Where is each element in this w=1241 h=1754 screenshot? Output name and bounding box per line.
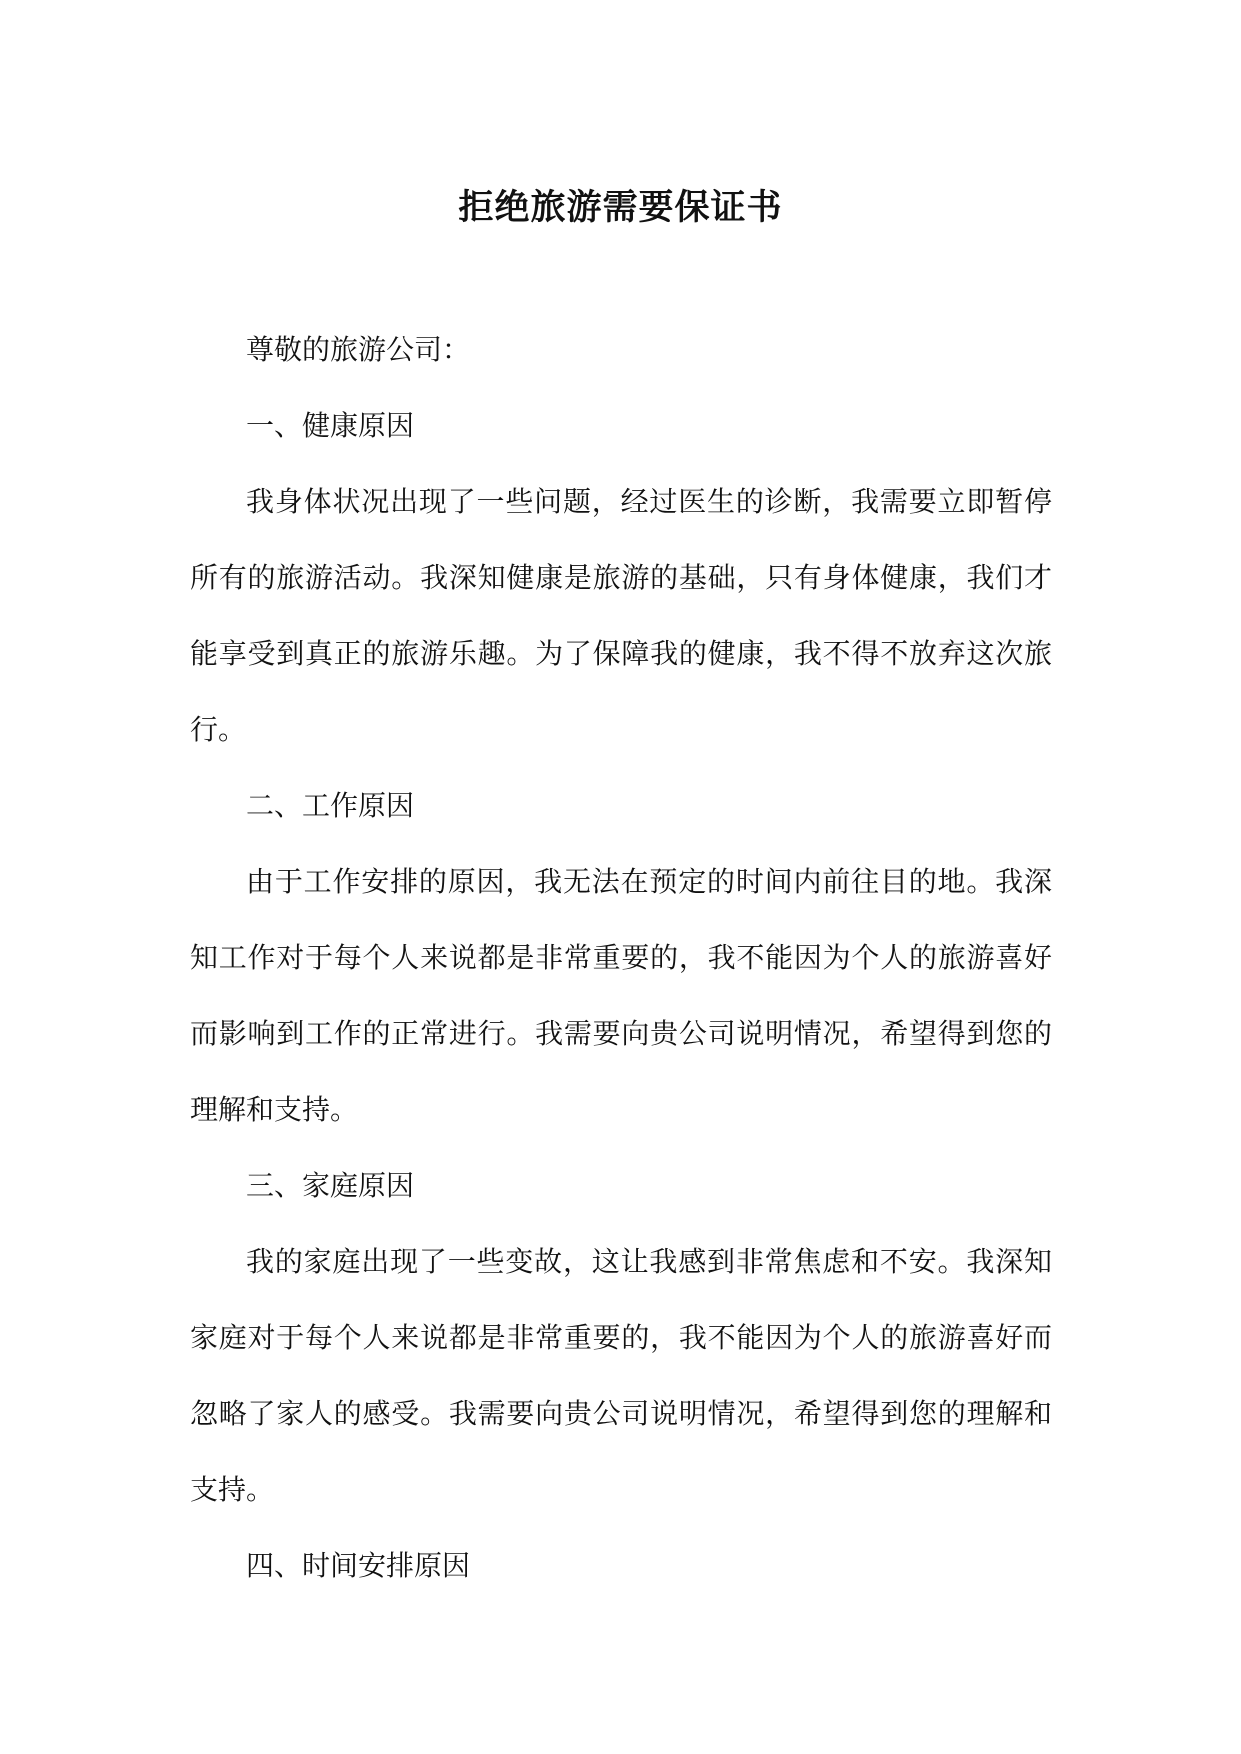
- section-heading-work: 二、工作原因: [246, 789, 415, 822]
- section-body-health: 我身体状况出现了一些问题，经过医生的诊断，我需要立即暂停所有的旅游活动。我深知健康是旅游的基础，只有身体健康，我们才能享受到真正的旅游乐趣。为了保障我的健康，我不得不放弃这次旅行。: [190, 485, 1052, 746]
- document-title: 拒绝旅游需要保证书: [458, 187, 783, 228]
- salutation: 尊敬的旅游公司：: [246, 333, 471, 366]
- document-body: [190, 312, 1052, 1604]
- section-heading-family: 三、家庭原因: [246, 1169, 415, 1202]
- section-body-work: 由于工作安排的原因，我无法在预定的时间内前往目的地。我深知工作对于每个人来说都是非常重要的，我不能因为个人的旅游喜好而影响到工作的正常进行。我需要向贵公司说明情况，希望得到您的理解和支持。: [190, 865, 1052, 1126]
- section-heading-health: 一、健康原因: [246, 409, 415, 442]
- section-heading-schedule: 四、时间安排原因: [246, 1549, 471, 1582]
- section-body-family: 我的家庭出现了一些变故，这让我感到非常焦虑和不安。我深知家庭对于每个人来说都是非常重要的，我不能因为个人的旅游喜好而忽略了家人的感受。我需要向贵公司说明情况，希望得到您的理解和支持。: [190, 1245, 1052, 1506]
